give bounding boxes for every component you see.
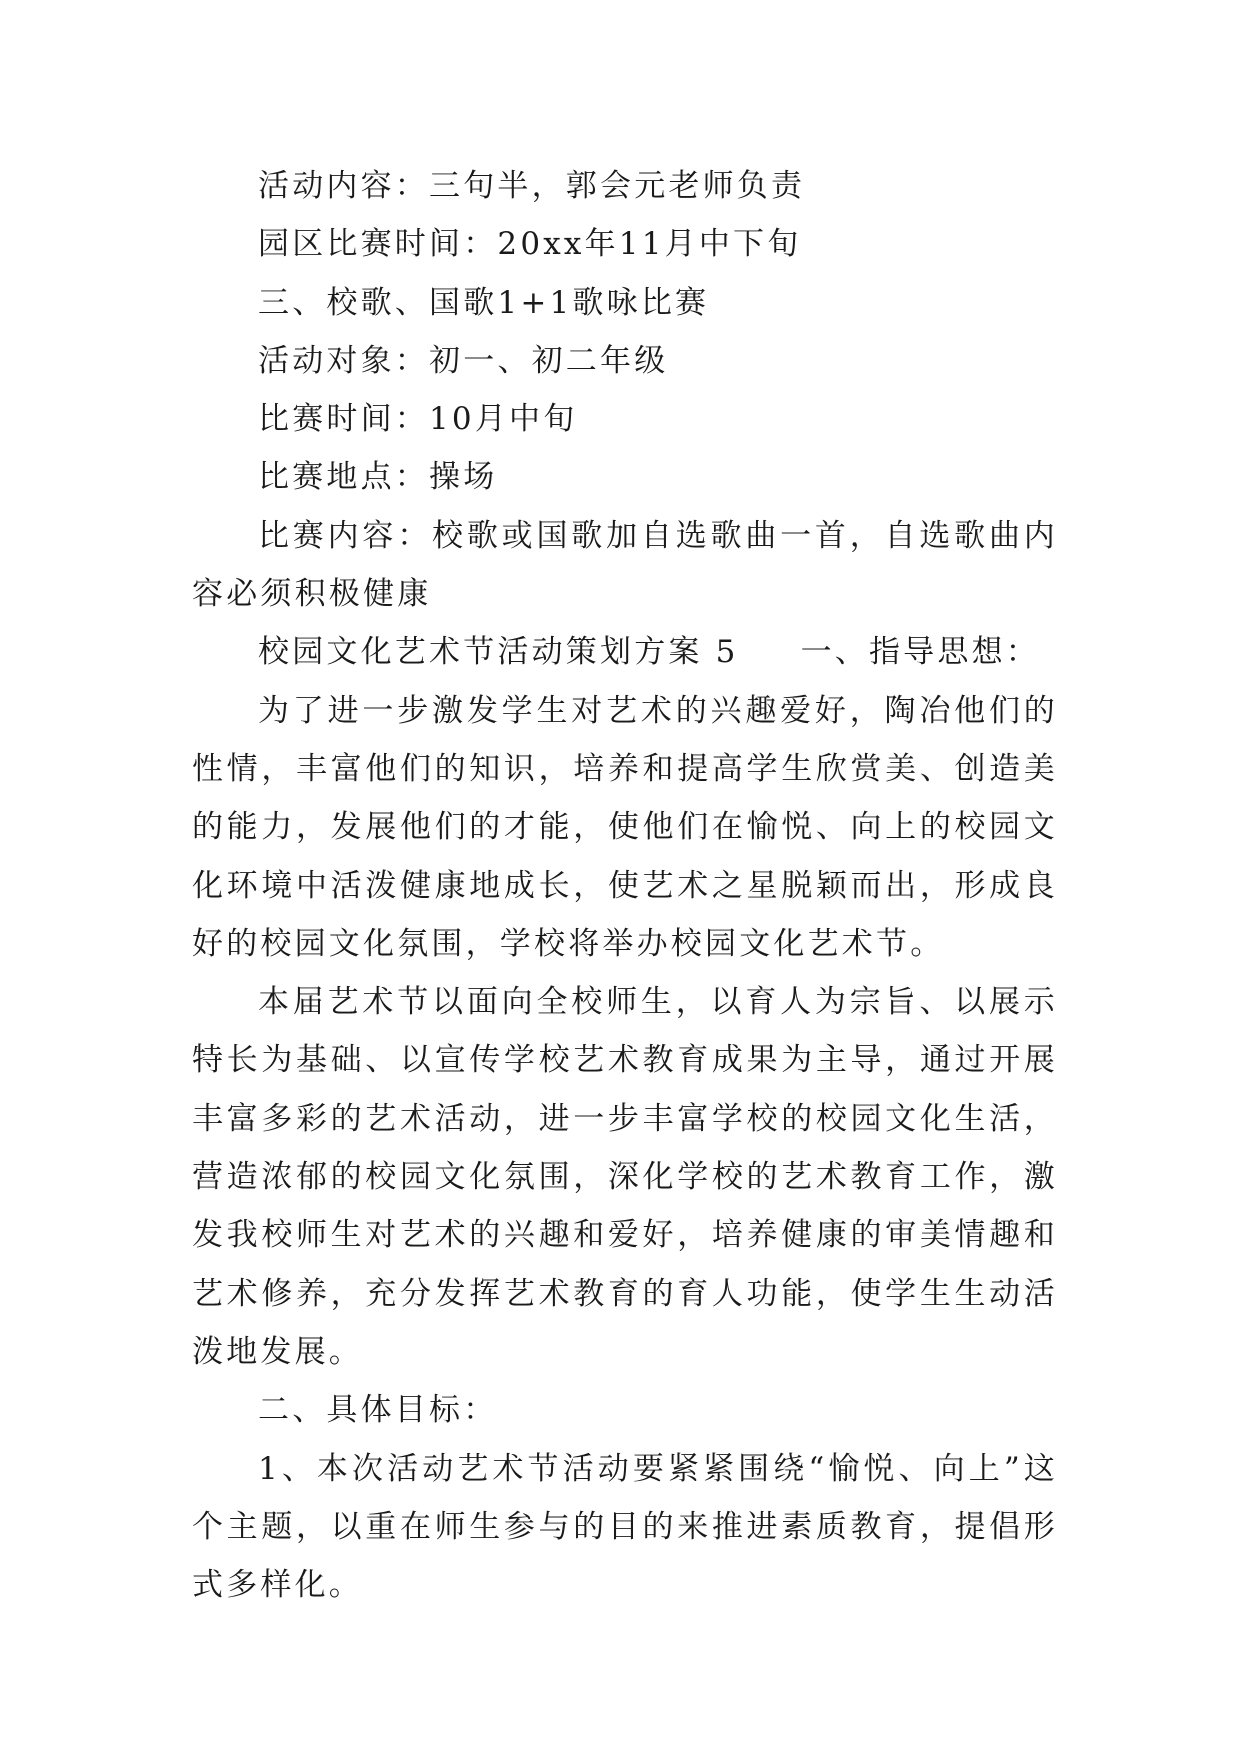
paragraph-goal-1: 1、本次活动艺术节活动要紧紧围绕“愉悦、向上”这个主题，以重在师生参与的目的来推进素质教育，提倡形式多样化。: [192, 1450, 1058, 1604]
section-title: 校园文化艺术节活动策划方案 5: [258, 634, 739, 671]
paragraph-activity-content: 活动内容：三句半，郭会元老师负责: [258, 168, 806, 204]
paragraph-activity-target: 活动对象：初一、初二年级: [258, 342, 669, 379]
section-heading-guiding-ideology: 一、指导思想：: [800, 634, 1040, 671]
paragraph-guiding-ideology-2: 本届艺术节以面向全校师生，以育人为宗旨、以展示特长为基础、以宣传学校艺术教育成果为主导，通过开展丰富多彩的艺术活动，进一步丰富学校的校园文化生活，营造浓郁的校园文化氛围，深化学校的艺术教育工作，激发我校师生对艺术的兴趣和爱好，培养健康的审美情趣和艺术修养，充分发挥艺术教育的育人功能，使学生生动活泼地发展。: [192, 984, 1058, 1370]
paragraph-competition-time: 比赛时间：10月中旬: [258, 401, 578, 438]
paragraph-song-competition-heading: 三、校歌、国歌1+1歌咏比赛: [258, 284, 710, 321]
paragraph-park-competition-time: 园区比赛时间：20xx年11月中下旬: [258, 226, 802, 263]
document-body: [192, 157, 1058, 1614]
paragraph-guiding-ideology-1: 为了进一步激发学生对艺术的兴趣爱好，陶冶他们的性情，丰富他们的知识，培养和提高学生欣赏美、创造美的能力，发展他们的才能，使他们在愉悦、向上的校园文化环境中活泼健康地成长，使艺术之星脱颖而出，形成良好的校园文化氛围，学校将举办校园文化艺术节。: [192, 692, 1058, 962]
section-heading-specific-goals: 二、具体目标：: [258, 1392, 498, 1429]
paragraph-competition-venue: 比赛地点：操场: [258, 459, 498, 496]
section-title-line: [192, 623, 1058, 681]
paragraph-competition-content: 比赛内容：校歌或国歌加自选歌曲一首，自选歌曲内容必须积极健康: [192, 517, 1058, 613]
